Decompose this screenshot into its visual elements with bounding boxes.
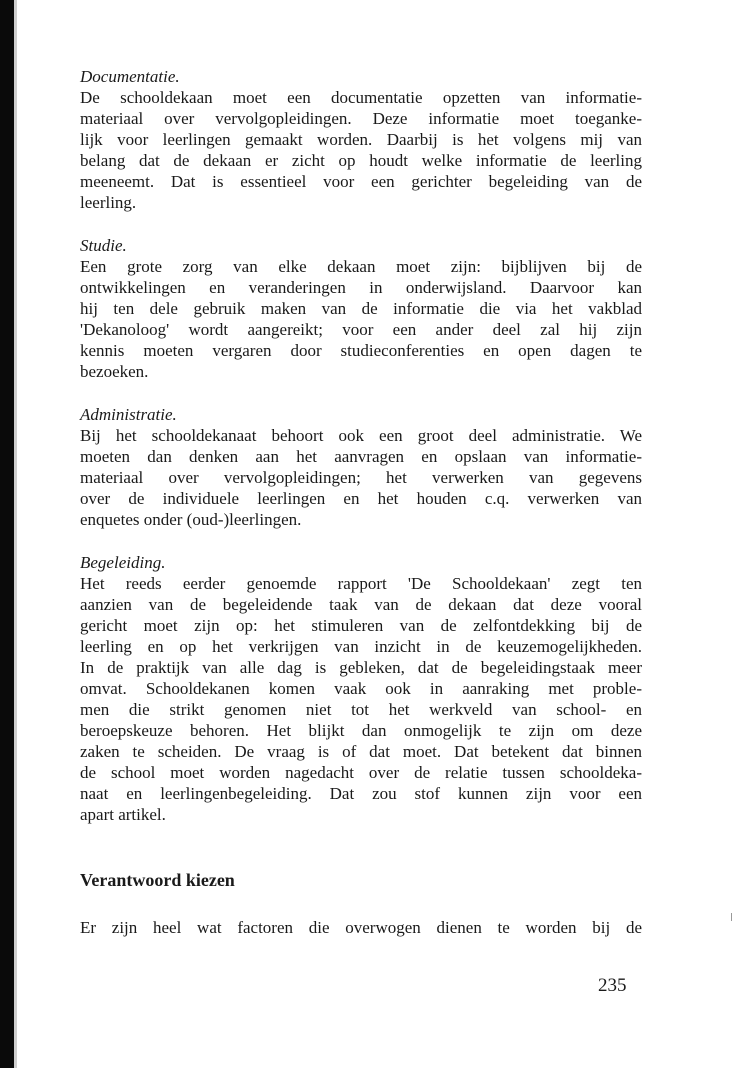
text-line: apart artikel. <box>80 805 166 824</box>
text-line: belang dat de dekaan er zicht op houdt welke informatie de leerling <box>80 151 642 170</box>
text-line: In de praktijk van alle dag is gebleken, dat de begeleidingstaak meer <box>80 658 642 677</box>
text-line: zaken te scheiden. De vraag is of dat moet. Dat betekent dat binnen <box>80 742 642 761</box>
text-line: leerling en op het verkrijgen van inzicht in de keuzemogelijkheden. <box>80 637 642 656</box>
page-number: 235 <box>598 975 627 996</box>
binding-edge-shadow <box>14 0 17 1068</box>
scan-speck <box>731 913 732 921</box>
text-line: leerling. <box>80 193 137 212</box>
text-line: materiaal over vervolgopleidingen. Deze informatie moet toeganke- <box>80 109 642 128</box>
section-studie <box>80 235 642 382</box>
section-begeleiding <box>80 552 642 825</box>
text-line: de school moet worden nagedacht over de relatie tussen schooldeka- <box>80 763 642 782</box>
text-line: beroepskeuze behoren. Het blijkt dan onmogelijk te zijn om deze <box>80 721 642 740</box>
section-administratie <box>80 404 642 530</box>
text-line: lijk voor leerlingen gemaakt worden. Daarbij is het volgens mij van <box>80 130 642 149</box>
text-line: materiaal over vervolgopleidingen; het verwerken van gegevens <box>80 468 642 487</box>
text-line: Het reeds eerder genoemde rapport 'De Schooldekaan' zegt ten <box>80 574 642 593</box>
text-line: De schooldekaan moet een documentatie opzetten van informatie- <box>80 88 642 107</box>
text-line: moeten dan denken aan het aanvragen en opslaan van informatie- <box>80 447 642 466</box>
section-documentatie <box>80 66 642 213</box>
section-heading: Administratie. <box>80 405 177 424</box>
text-line: meeneemt. Dat is essentieel voor een gerichter begeleiding van de <box>80 172 642 191</box>
text-line: omvat. Schooldekanen komen vaak ook in aanraking met proble- <box>80 679 642 698</box>
section-heading: Begeleiding. <box>80 553 166 572</box>
text-line: gericht moet zijn op: het stimuleren van de zelfontdekking bij de <box>80 616 642 635</box>
text-line: men die strikt genomen niet tot het werkveld van school- en <box>80 700 642 719</box>
text-line: enquetes onder (oud-)leerlingen. <box>80 510 302 529</box>
text-line: naat en leerlingenbegeleiding. Dat zou stof kunnen zijn voor een <box>80 784 642 803</box>
section-title-verantwoord-kiezen: Verantwoord kiezen <box>80 870 235 890</box>
section-heading: Documentatie. <box>80 67 180 86</box>
text-line: kennis moeten vergaren door studieconferenties en open dagen te <box>80 341 642 360</box>
text-line: Er zijn heel wat factoren die overwogen dienen te worden bij de <box>80 918 642 937</box>
text-line: bezoeken. <box>80 362 149 381</box>
text-line: aanzien van de begeleidende taak van de dekaan dat deze vooral <box>80 595 642 614</box>
text-line: hij ten dele gebruik maken van de informatie die via het vakblad <box>80 299 642 318</box>
text-line: Een grote zorg van elke dekaan moet zijn: bijblijven bij de <box>80 257 642 276</box>
text-line: 'Dekanoloog' wordt aangereikt; voor een ander deel zal hij zijn <box>80 320 642 339</box>
binding-edge-bar <box>0 0 14 1068</box>
section-heading: Studie. <box>80 236 127 255</box>
text-line: over de individuele leerlingen en het houden c.q. verwerken van <box>80 489 642 508</box>
text-line: ontwikkelingen en veranderingen in onderwijsland. Daarvoor kan <box>80 278 642 297</box>
text-line: Bij het schooldekanaat behoort ook een groot deel administratie. We <box>80 426 642 445</box>
page-body <box>80 66 642 938</box>
